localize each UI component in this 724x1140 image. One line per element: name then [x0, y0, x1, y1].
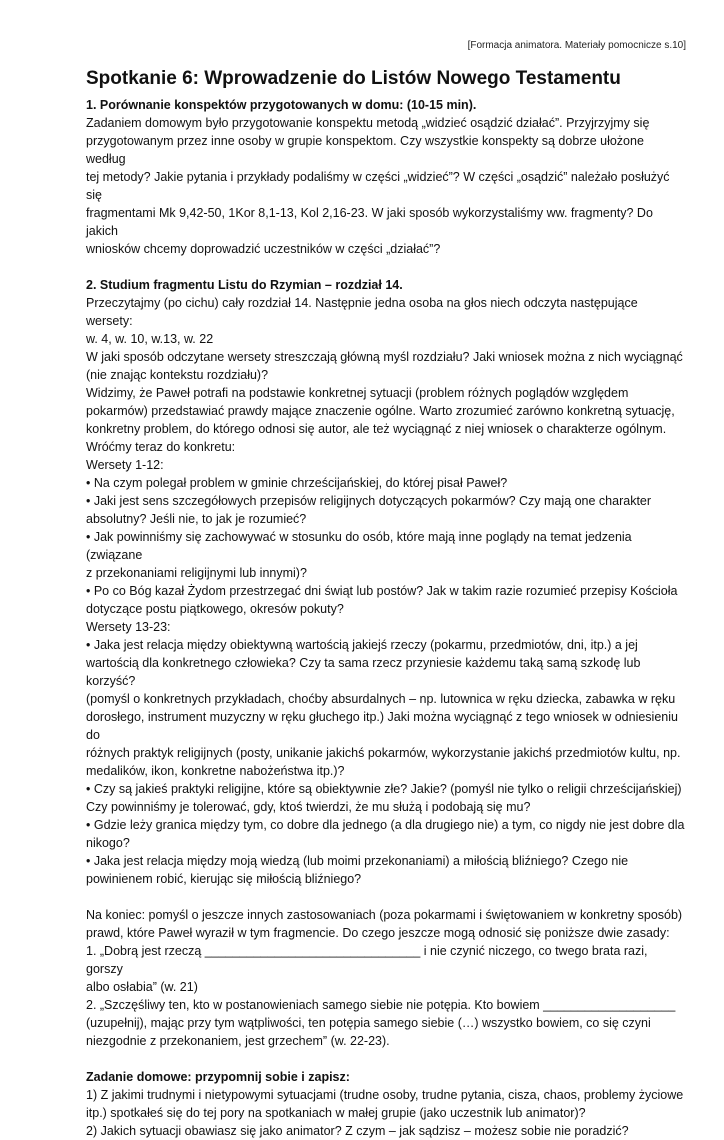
document-page — [86, 40, 686, 1140]
text-line: w. 4, w. 10, w.13, w. 22 — [86, 332, 214, 346]
page-title: Spotkanie 6: Wprowadzenie do Listów Nowego Testamentu — [86, 68, 621, 89]
text-line: 2) Jakich sytuacji obawiasz się jako animator? Z czym – jak sądzisz – możesz sobie nie poradzić? — [86, 1124, 629, 1138]
text-line: (uzupełnij), mając przy tym wątpliwości, ten potępia samego siebie (…) wszystko bowiem, co się czyni — [86, 1016, 651, 1030]
text-line: powinienem robić, kierując się miłością bliźniego? — [86, 872, 362, 886]
text-line: różnych praktyk religijnych (posty, unikanie jakichś pokarmów, wykorzystanie jakichś przedmiotów kultu, np. — [86, 746, 681, 760]
text-line: 2. „Szczęśliwy ten, kto w postanowieniach samego siebie nie potępia. Kto bowiem ___________________ — [86, 998, 676, 1012]
text-line: Zadaniem domowym było przygotowanie konspektu metodą „widzieć osądzić działać”. Przyjrzyjmy się — [86, 116, 650, 130]
text-line: Czy powinniśmy je tolerować, gdy, ktoś twierdzi, że mu służą i podobają się mu? — [86, 800, 531, 814]
section-1 — [86, 96, 686, 258]
text-line: 1. „Dobrą jest rzeczą _______________________________ i nie czynić niczego, co twego brata razi, gorszy — [86, 944, 648, 976]
text-line: nikogo? — [86, 836, 130, 850]
text-line: dotyczące postu piątkowego, okresów pokuty? — [86, 602, 344, 616]
text-line: wniosków chcemy doprowadzić uczestników w części „działać”? — [86, 242, 441, 256]
text-line: fragmentami Mk 9,42-50, 1Kor 8,1-13, Kol 2,16-23. W jaki sposób wykorzystaliśmy ww. fragmenty? Do jakich — [86, 206, 653, 238]
text-line: W jaki sposób odczytane wersety streszczają główną myśl rozdziału? Jaki wniosek można z nich wyciągnąć — [86, 350, 683, 364]
text-line: Wersety 1-12: — [86, 458, 164, 472]
text-line: • Jaki jest sens szczegółowych przepisów religijnych dotyczących pokarmów? Czy mają one charakter — [86, 494, 652, 508]
section-2-closing — [86, 906, 686, 1050]
text-line: z przekonaniami religijnymi lub innymi)? — [86, 566, 307, 580]
text-line: • Gdzie leży granica między tym, co dobre dla jednego (a dla drugiego nie) a tym, co nigdy nie jest dobre dla — [86, 818, 685, 832]
text-line: konkretny problem, do którego odnosi się autor, ale też wyciągnąć z niej wniosek o charakterze ogólnym. — [86, 422, 667, 436]
text-line: • Na czym polegał problem w gminie chrześcijańskiej, do której pisał Paweł? — [86, 476, 508, 490]
text-line: (pomyśl o konkretnych przykładach, choćby absurdalnych – np. lutownica w ręku dziecka, zabawka w ręku — [86, 692, 676, 706]
text-line: Wróćmy teraz do konkretu: — [86, 440, 236, 454]
text-line: Przeczytajmy (po cichu) cały rozdział 14. Następnie jedna osoba na głos niech odczyta następujące wersety: — [86, 296, 638, 328]
text-line: • Czy są jakieś praktyki religijne, które są obiektywnie złe? Jakie? (pomyśl nie tylko o religii chrześcijańskiej) — [86, 782, 682, 796]
text-line: Na koniec: pomyśl o jeszcze innych zastosowaniach (poza pokarmami i świętowaniem w konkretny sposób) — [86, 908, 683, 922]
text-line: niezgodnie z przekonaniem, jest grzechem” (w. 22-23). — [86, 1034, 390, 1048]
text-line: wartością dla konkretnego człowieka? Czy ta sama rzecz przyniesie każdemu taką samą szkodę lub korzyść? — [86, 656, 641, 688]
text-line: prawd, które Paweł wyraził w tym fragmencie. Do czego jeszcze mogą odnosić się poniższe dwie zasady: — [86, 926, 670, 940]
text-line: • Po co Bóg kazał Żydom przestrzegać dni świąt lub postów? Jak w takim razie rozumieć przepisy Kościoła — [86, 584, 678, 598]
section-2-body — [86, 294, 686, 888]
text-line: przygotowanym przez inne osoby w grupie konspektom. Czy wszystkie konspekty są dobrze ułożone według — [86, 134, 644, 166]
section-1-heading: 1. Porównanie konspektów przygotowanych w domu: (10-15 min). — [86, 98, 477, 112]
text-line: pokarmów) przedstawiać prawdy mające znaczenie ogólne. Warto zrozumieć zarówno konkretną sytuację, — [86, 404, 675, 418]
text-line: 1) Z jakimi trudnymi i nietypowymi sytuacjami (trudne osoby, trudne pytania, cisza, chaos, problemy życiowe — [86, 1088, 684, 1102]
homework-body — [86, 1086, 686, 1140]
header-note: [Formacja animatora. Materiały pomocnicze s.10] — [467, 40, 686, 51]
text-line: medalików, ikon, konkretne nabożeństwa itp.)? — [86, 764, 345, 778]
text-line: dorosłego, instrument muzyczny w ręku głuchego itp.) Jaki można wyciągnąć z tego wniosek w odniesieniu do — [86, 710, 678, 742]
section-2-heading: 2. Studium fragmentu Listu do Rzymian – rozdział 14. — [86, 278, 403, 292]
text-line: Wersety 13-23: — [86, 620, 171, 634]
section-2 — [86, 276, 686, 1050]
homework-section — [86, 1068, 686, 1140]
text-line: • Jaka jest relacja między moją wiedzą (lub moimi przekonaniami) a miłością bliźniego? Czego nie — [86, 854, 629, 868]
homework-heading: Zadanie domowe: przypomnij sobie i zapisz: — [86, 1070, 350, 1084]
text-line: absolutny? Jeśli nie, to jak je rozumieć? — [86, 512, 307, 526]
text-line: (nie znając kontekstu rozdziału)? — [86, 368, 269, 382]
text-line: • Jak powinniśmy się zachowywać w stosunku do osób, które mają inne poglądy na temat jedzenia (związane — [86, 530, 632, 562]
text-line: • Jaka jest relacja między obiektywną wartością jakiejś rzeczy (pokarmu, przedmiotów, dni, itp.) a jej — [86, 638, 638, 652]
text-line: tej metody? Jakie pytania i przykłady podaliśmy w części „widzieć”? W części „osądzić” należało posłużyć się — [86, 170, 670, 202]
text-line: albo osłabia” (w. 21) — [86, 980, 198, 994]
text-line: itp.) spotkałeś się do tej pory na spotkaniach w małej grupie (jako uczestnik lub animator)? — [86, 1106, 586, 1120]
text-line: Widzimy, że Paweł potrafi na podstawie konkretnej sytuacji (problem różnych poglądów względem — [86, 386, 629, 400]
section-1-body — [86, 114, 686, 258]
